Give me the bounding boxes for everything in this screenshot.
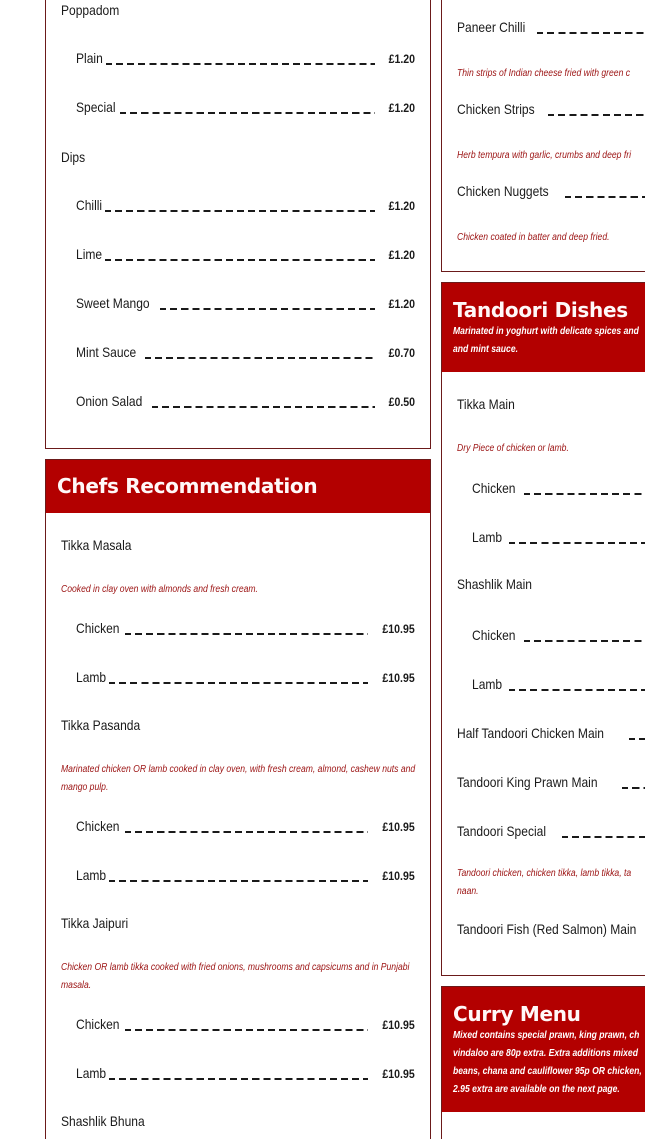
dot-leader (125, 633, 368, 635)
dish-tandoori-special (457, 820, 645, 840)
dot-leader (109, 1078, 368, 1080)
dot-leader (548, 114, 645, 116)
dot-leader (629, 738, 645, 740)
option-chicken (76, 815, 415, 835)
dot-leader (565, 196, 645, 198)
dish-half-tandoori-chicken-main (457, 722, 645, 742)
item-name: Special (76, 99, 116, 115)
dish-description-line2: naan. (457, 886, 479, 897)
section-header (46, 460, 430, 513)
section-title: Tandoori Dishes (453, 298, 628, 322)
section-subtitle: Marinated in yoghurt with delicate spices and (453, 326, 639, 337)
group-heading-dips: Dips (61, 149, 86, 165)
option-lamb (472, 673, 645, 693)
dot-leader (105, 210, 375, 212)
dot-leader (145, 357, 375, 359)
item-price: £1.20 (388, 248, 415, 262)
dot-leader (106, 63, 375, 65)
option-lamb (472, 526, 645, 546)
item-description: Herb tempura with garlic, crumbs and deep fri (457, 150, 631, 161)
menu-item-special (76, 96, 415, 116)
menu-item-paneer-chilli (457, 16, 645, 36)
item-name: Lamb (472, 676, 503, 692)
dot-leader (537, 32, 645, 34)
dish-description: Tandoori chicken, chicken tikka, lamb tikka, ta (457, 868, 632, 879)
dot-leader (524, 640, 645, 642)
menu-item-chilli (76, 194, 415, 214)
section-header (442, 283, 645, 372)
option-lamb (76, 1062, 415, 1082)
dot-leader (125, 831, 368, 833)
item-name: Sweet Mango (76, 295, 150, 311)
dot-leader (562, 836, 645, 838)
section-title: Chefs Recommendation (57, 474, 318, 498)
dish-description: Chicken OR lamb tikka cooked with fried onions, mushrooms and capsicums and in Punjabi masala. (61, 962, 410, 991)
item-name: Tandoori Special (457, 823, 547, 839)
item-name: Chicken (472, 627, 516, 643)
item-price: £10.95 (382, 820, 415, 834)
dot-leader (524, 493, 645, 495)
item-price: £10.95 (382, 1067, 415, 1081)
menu-item-chicken-nuggets (457, 180, 645, 200)
section-header (442, 987, 645, 1112)
item-price: £0.50 (388, 395, 415, 409)
dish-tikka-jaipuri: Tikka Jaipuri (61, 915, 129, 931)
menu-item-plain (76, 47, 415, 67)
item-price: £10.95 (382, 622, 415, 636)
item-name: Lamb (76, 669, 107, 685)
menu-item-mint-sauce (76, 341, 415, 361)
section-title: Curry Menu (453, 1002, 581, 1026)
dot-leader (109, 682, 368, 684)
dish-shashlik-main: Shashlik Main (457, 576, 532, 592)
dish-tandoori-king-prawn-main (457, 771, 645, 791)
option-chicken (472, 477, 645, 497)
item-name: Lamb (76, 1065, 107, 1081)
dot-leader (622, 787, 645, 789)
item-name: Tandoori King Prawn Main (457, 774, 598, 790)
item-name: Paneer Chilli (457, 19, 526, 35)
item-name: Half Tandoori Chicken Main (457, 725, 605, 741)
dot-leader (109, 880, 368, 882)
item-description: Thin strips of Indian cheese fried with green c (457, 68, 631, 79)
dot-leader (160, 308, 375, 310)
item-name: Chicken (76, 818, 120, 834)
dot-leader (152, 406, 375, 408)
chefs-recommendation-card (45, 459, 431, 1139)
dish-description: Dry Piece of chicken or lamb. (457, 443, 569, 454)
section-subtitle-line2: vindaloo are 80p extra. Extra additions mixed (453, 1048, 638, 1059)
option-lamb (76, 666, 415, 686)
item-description: Chicken coated in batter and deep fried. (457, 232, 610, 243)
item-name: Lamb (76, 867, 107, 883)
option-chicken (76, 617, 415, 637)
item-name: Mint Sauce (76, 344, 137, 360)
item-price: £10.95 (382, 869, 415, 883)
option-chicken (472, 624, 645, 644)
item-name: Lime (76, 246, 103, 262)
dish-tandoori-fish-main: Tandoori Fish (Red Salmon) Main (457, 921, 637, 937)
dot-leader (105, 259, 375, 261)
menu-item-chicken-strips (457, 98, 645, 118)
dish-description: Marinated chicken OR lamb cooked in clay oven, with fresh cream, almond, cashew nuts and mango pulp. (61, 764, 416, 793)
item-name: Chicken (76, 1016, 120, 1032)
item-name: Chilli (76, 197, 103, 213)
item-price: £1.20 (388, 52, 415, 66)
dot-leader (120, 112, 375, 114)
dish-description: Cooked in clay oven with almonds and fresh cream. (61, 584, 258, 595)
extras-card (45, 0, 431, 449)
dish-tikka-masala: Tikka Masala (61, 537, 132, 553)
section-subtitle-line3: beans, chana and cauliflower 95p OR chicken, (453, 1066, 642, 1077)
item-name: Onion Salad (76, 393, 143, 409)
starters-card (441, 0, 645, 272)
menu-item-sweet-mango (76, 292, 415, 312)
option-lamb (76, 864, 415, 884)
section-subtitle-line2: and mint sauce. (453, 344, 518, 355)
item-name: Chicken Strips (457, 101, 535, 117)
item-name: Chicken (76, 620, 120, 636)
item-price: £1.20 (388, 297, 415, 311)
item-name: Chicken (472, 480, 516, 496)
dish-shashlik-bhuna: Shashlik Bhuna (61, 1113, 145, 1129)
tandoori-dishes-card (441, 282, 645, 976)
dot-leader (509, 542, 645, 544)
item-price: £10.95 (382, 1018, 415, 1032)
option-chicken (76, 1013, 415, 1033)
item-name: Chicken Nuggets (457, 183, 549, 199)
item-price: £0.70 (388, 346, 415, 360)
item-price: £1.20 (388, 101, 415, 115)
section-subtitle-line1: Mixed contains special prawn, king prawn, ch (453, 1030, 640, 1041)
item-price: £1.20 (388, 199, 415, 213)
menu-item-onion-salad (76, 390, 415, 410)
group-heading-poppadom: Poppadom (61, 2, 120, 18)
dot-leader (509, 689, 645, 691)
item-name: Lamb (472, 529, 503, 545)
item-name: Plain (76, 50, 103, 66)
section-subtitle-line4: 2.95 extra are available on the next page. (453, 1084, 620, 1095)
item-price: £10.95 (382, 671, 415, 685)
dish-tikka-main: Tikka Main (457, 396, 515, 412)
dot-leader (125, 1029, 368, 1031)
dish-tikka-pasanda: Tikka Pasanda (61, 717, 141, 733)
menu-item-lime (76, 243, 415, 263)
curry-menu-card (441, 986, 645, 1139)
